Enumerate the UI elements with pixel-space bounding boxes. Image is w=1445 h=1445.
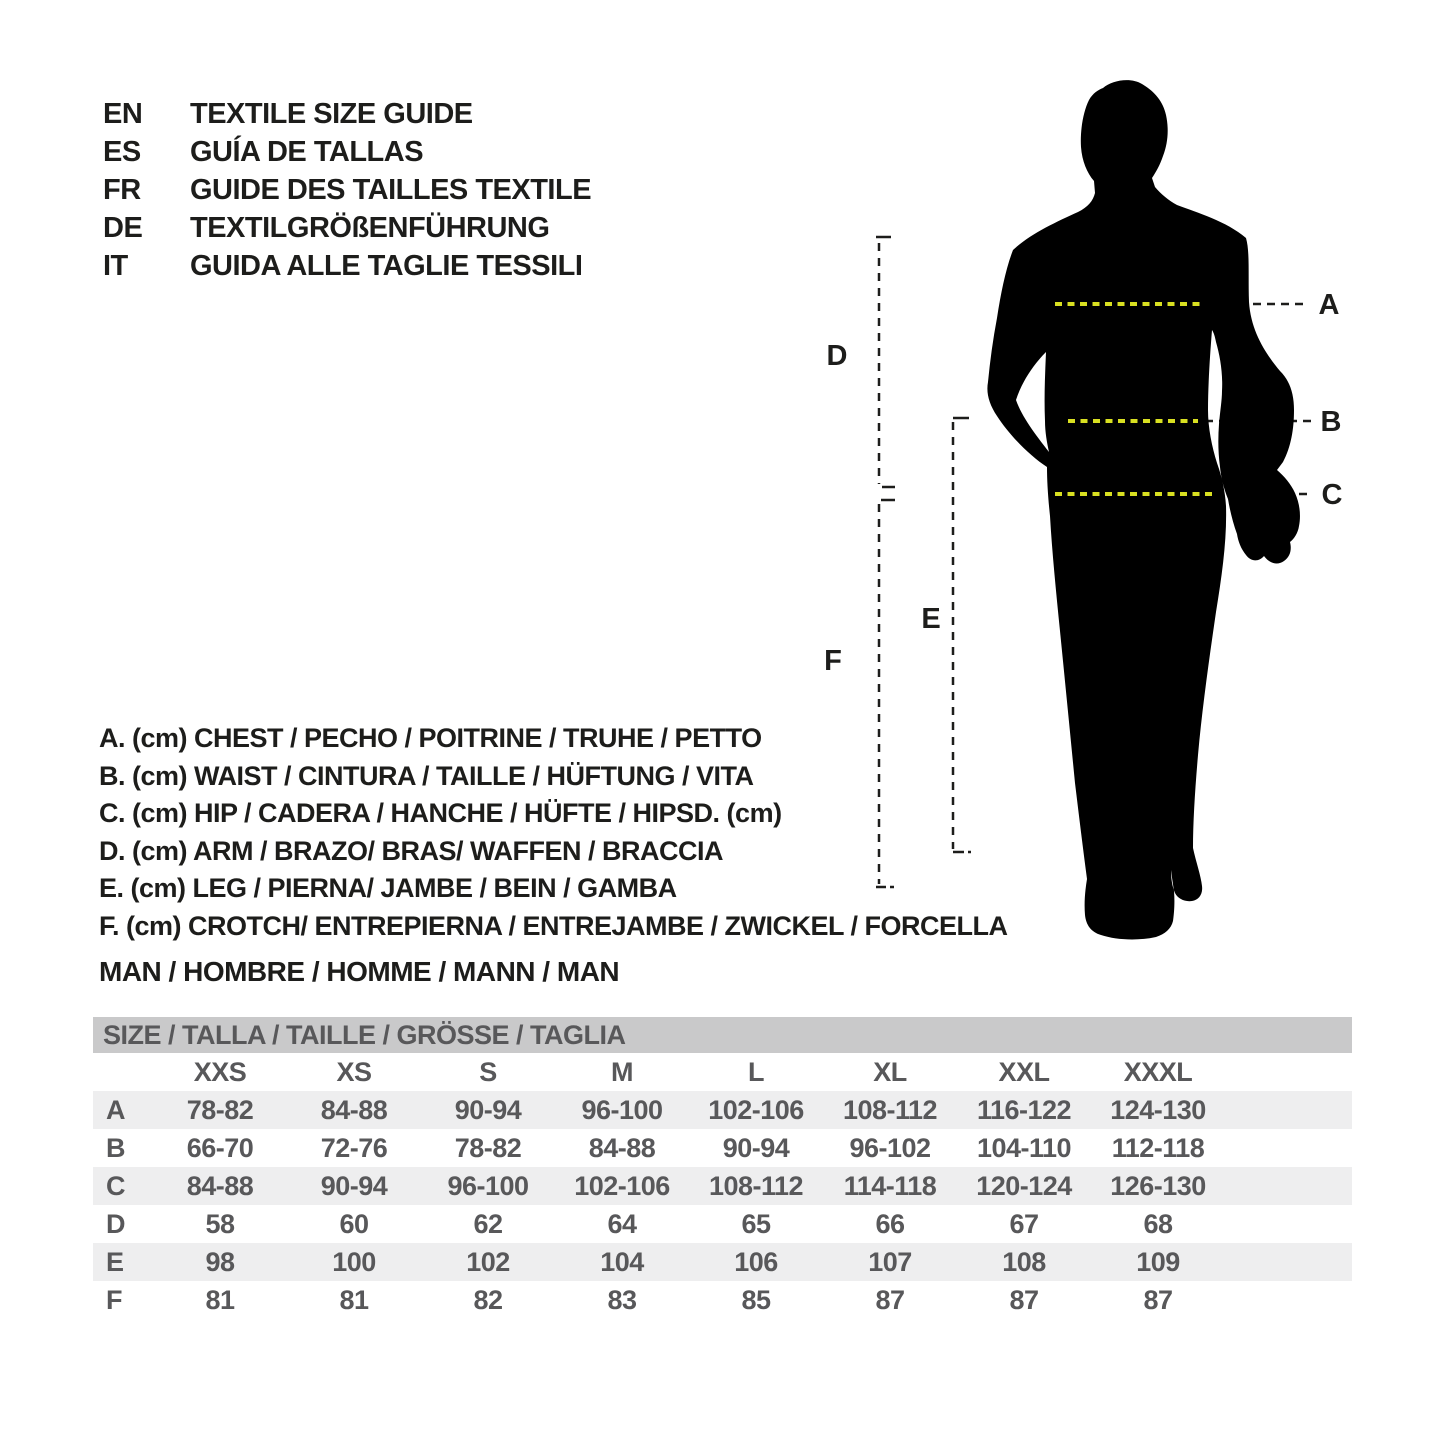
size-column-header: XXXL	[1123, 1056, 1193, 1087]
size-column-header: S	[479, 1056, 497, 1087]
size-value: 68	[1143, 1208, 1173, 1239]
language-title: TEXTILGRÖßENFÜHRUNG	[190, 211, 550, 244]
size-value: 83	[607, 1284, 637, 1315]
measurement-key: E	[106, 1246, 125, 1277]
size-value: 66-70	[186, 1132, 254, 1163]
size-value: 102-106	[708, 1094, 804, 1125]
man-silhouette-diagram	[790, 55, 1355, 960]
size-table-sizes-row	[93, 1053, 1352, 1091]
size-value: 120-124	[976, 1170, 1072, 1201]
size-table-row	[93, 1281, 1352, 1319]
label-b: B	[1320, 406, 1342, 438]
gender-line: MAN / HOMBRE / HOMME / MANN / MAN	[99, 956, 620, 987]
size-value: 87	[1143, 1284, 1173, 1315]
size-value: 106	[734, 1246, 778, 1277]
language-title: TEXTILE SIZE GUIDE	[190, 97, 473, 130]
size-value: 87	[875, 1284, 905, 1315]
size-value: 124-130	[1110, 1094, 1206, 1125]
size-value: 108	[1002, 1246, 1046, 1277]
language-row	[103, 209, 591, 247]
size-value: 96-100	[581, 1094, 663, 1125]
size-value: 66	[875, 1208, 905, 1239]
size-value: 84-88	[588, 1132, 656, 1163]
size-value: 87	[1009, 1284, 1039, 1315]
size-value: 102-106	[574, 1170, 670, 1201]
language-row	[103, 95, 591, 133]
measurement-row: B. (cm) WAIST / CINTURA / TAILLE / HÜFTUNG / VITA	[99, 760, 754, 791]
size-value: 67	[1009, 1208, 1039, 1239]
size-value: 81	[205, 1284, 235, 1315]
language-code: ES	[103, 135, 141, 168]
size-value: 108-112	[842, 1094, 938, 1125]
size-value: 65	[741, 1208, 771, 1239]
label-a: A	[1318, 289, 1340, 321]
measurement-row: F. (cm) CROTCH/ ENTREPIERNA / ENTREJAMBE / ZWICKEL / FORCELLA	[99, 910, 1008, 941]
language-title: GUIDE DES TAILLES TEXTILE	[190, 173, 592, 206]
size-table-row	[93, 1205, 1352, 1243]
language-code: EN	[103, 97, 143, 130]
measurement-key: C	[106, 1170, 126, 1201]
size-table-body	[93, 1053, 1352, 1319]
size-value: 108-112	[708, 1170, 804, 1201]
measurement-row: A. (cm) CHEST / PECHO / POITRINE / TRUHE / PETTO	[99, 723, 762, 754]
size-column-header: XS	[336, 1056, 372, 1087]
language-row	[103, 247, 591, 285]
measurement-row: D. (cm) ARM / BRAZO/ BRAS/ WAFFEN / BRACCIA	[99, 835, 723, 866]
measurement-key: D	[106, 1208, 126, 1239]
label-e: E	[921, 603, 941, 635]
language-code: DE	[103, 211, 143, 244]
size-value: 112-118	[1111, 1132, 1205, 1163]
language-code: IT	[103, 249, 128, 282]
leg-line	[953, 418, 971, 852]
size-value: 62	[473, 1208, 503, 1239]
size-value: 96-100	[447, 1170, 529, 1201]
size-value: 98	[205, 1246, 235, 1277]
size-value: 114-118	[843, 1170, 937, 1201]
size-value: 60	[339, 1208, 369, 1239]
size-value: 90-94	[722, 1132, 790, 1163]
language-list	[103, 95, 591, 285]
size-value: 100	[332, 1246, 376, 1277]
size-table-row	[93, 1243, 1352, 1281]
size-value: 82	[473, 1284, 503, 1315]
size-value: 104-110	[976, 1132, 1072, 1163]
size-column-header: XXS	[193, 1056, 247, 1087]
size-value: 64	[607, 1208, 637, 1239]
arm-crotch-lines	[876, 237, 895, 887]
size-value: 85	[741, 1284, 771, 1315]
language-row	[103, 133, 591, 171]
size-column-header: XL	[873, 1056, 907, 1087]
size-column-header: L	[748, 1056, 764, 1087]
measurement-key: A	[106, 1094, 126, 1125]
measurement-key: F	[106, 1284, 123, 1315]
size-value: 78-82	[454, 1132, 522, 1163]
size-value: 109	[1136, 1246, 1180, 1277]
size-value: 96-102	[849, 1132, 931, 1163]
size-value: 72-76	[320, 1132, 388, 1163]
size-table-row	[93, 1129, 1352, 1167]
size-table	[93, 1017, 1352, 1319]
size-value: 78-82	[186, 1094, 254, 1125]
size-value: 81	[339, 1284, 369, 1315]
language-title: GUIDA ALLE TAGLIE TESSILI	[190, 249, 583, 282]
language-title: GUÍA DE TALLAS	[190, 135, 424, 168]
size-value: 84-88	[320, 1094, 388, 1125]
label-d: D	[826, 340, 848, 372]
size-value: 58	[205, 1208, 235, 1239]
language-code: FR	[103, 173, 141, 206]
size-column-header: M	[611, 1056, 633, 1087]
size-value: 104	[600, 1246, 644, 1277]
size-value: 107	[868, 1246, 912, 1277]
size-value: 90-94	[454, 1094, 522, 1125]
measurement-key: B	[106, 1132, 126, 1163]
size-column-header: XXL	[998, 1056, 1050, 1087]
size-value: 126-130	[1110, 1170, 1206, 1201]
size-value: 116-122	[976, 1094, 1072, 1125]
size-value: 84-88	[186, 1170, 254, 1201]
size-value: 90-94	[320, 1170, 388, 1201]
label-f: F	[824, 645, 842, 677]
measurement-row: E. (cm) LEG / PIERNA/ JAMBE / BEIN / GAMBA	[99, 873, 677, 904]
man-silhouette	[987, 80, 1300, 939]
size-table-row	[93, 1167, 1352, 1205]
measurement-row: C. (cm) HIP / CADERA / HANCHE / HÜFTE / HIPSD. (cm)	[99, 798, 782, 829]
size-table-header: SIZE / TALLA / TAILLE / GRÖSSE / TAGLIA	[93, 1017, 1352, 1053]
size-table-row	[93, 1091, 1352, 1129]
label-c: C	[1321, 479, 1343, 511]
size-value: 102	[466, 1246, 510, 1277]
language-row	[103, 171, 591, 209]
